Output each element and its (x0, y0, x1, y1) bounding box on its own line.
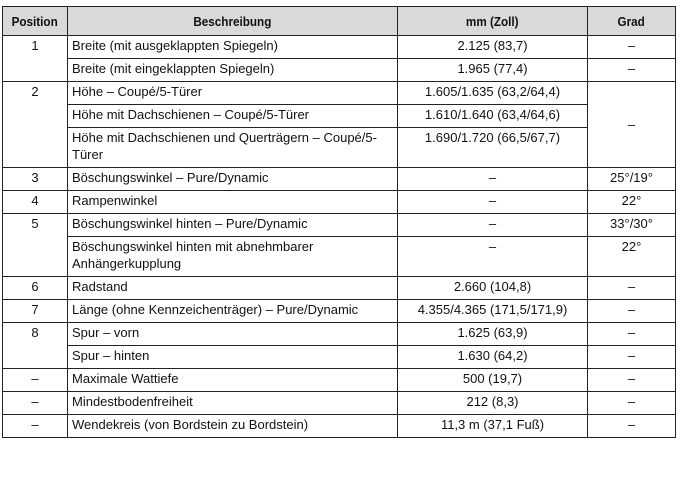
mm-cell: – (398, 168, 588, 191)
position-cell: 8 (3, 323, 68, 369)
header-mm (398, 7, 588, 36)
grad-cell: 22° (588, 191, 676, 214)
table-row (3, 300, 676, 323)
table-row (3, 59, 676, 82)
grad-cell: – (588, 369, 676, 392)
description-cell: Mindestbodenfreiheit (68, 392, 398, 415)
mm-cell: – (398, 214, 588, 237)
header-description-label: Beschreibung (193, 14, 272, 29)
table-row (3, 392, 676, 415)
description-cell: Länge (ohne Kennzeichenträger) – Pure/Dynamic (68, 300, 398, 323)
header-grad (588, 7, 676, 36)
grad-cell: – (588, 277, 676, 300)
mm-cell: 1.625 (63,9) (398, 323, 588, 346)
position-cell: 4 (3, 191, 68, 214)
header-position (3, 7, 68, 36)
grad-cell: 33°/30° (588, 214, 676, 237)
grad-cell: – (588, 323, 676, 346)
table-row (3, 36, 676, 59)
mm-cell: 1.630 (64,2) (398, 346, 588, 369)
table-row (3, 323, 676, 346)
grad-cell: – (588, 300, 676, 323)
description-cell: Radstand (68, 277, 398, 300)
mm-cell: 4.355/4.365 (171,5/171,9) (398, 300, 588, 323)
grad-cell: – (588, 415, 676, 438)
position-cell: 7 (3, 300, 68, 323)
description-cell: Böschungswinkel – Pure/Dynamic (68, 168, 398, 191)
header-description (68, 7, 398, 36)
position-cell: – (3, 369, 68, 392)
position-cell: – (3, 415, 68, 438)
description-cell: Rampenwinkel (68, 191, 398, 214)
position-cell: 6 (3, 277, 68, 300)
grad-cell: – (588, 392, 676, 415)
mm-cell: 212 (8,3) (398, 392, 588, 415)
dimensions-table (2, 6, 676, 438)
position-cell: 5 (3, 214, 68, 277)
position-cell: – (3, 392, 68, 415)
description-cell: Höhe mit Dachschienen – Coupé/5-Türer (68, 105, 398, 128)
mm-cell: 11,3 m (37,1 Fuß) (398, 415, 588, 438)
table-row (3, 214, 676, 237)
grad-cell: 22° (588, 237, 676, 277)
header-row (3, 7, 676, 36)
header-position-label: Position (11, 14, 59, 29)
mm-cell: – (398, 237, 588, 277)
grad-cell: – (588, 346, 676, 369)
description-cell: Spur – vorn (68, 323, 398, 346)
description-cell: Höhe – Coupé/5-Türer (68, 82, 398, 105)
position-cell: 2 (3, 82, 68, 168)
mm-cell: 1.690/1.720 (66,5/67,7) (398, 128, 588, 168)
description-cell: Böschungswinkel hinten – Pure/Dynamic (68, 214, 398, 237)
table-row (3, 168, 676, 191)
grad-cell: – (588, 59, 676, 82)
position-cell: 1 (3, 36, 68, 82)
mm-cell: 2.125 (83,7) (398, 36, 588, 59)
mm-cell: 2.660 (104,8) (398, 277, 588, 300)
description-cell: Maximale Wattiefe (68, 369, 398, 392)
table-row (3, 415, 676, 438)
mm-cell: 1.965 (77,4) (398, 59, 588, 82)
header-mm-label: mm (Zoll) (466, 14, 519, 29)
description-cell: Spur – hinten (68, 346, 398, 369)
mm-cell: 500 (19,7) (398, 369, 588, 392)
grad-cell: – (588, 82, 676, 168)
table-row (3, 191, 676, 214)
table-row (3, 237, 676, 277)
description-cell: Böschungswinkel hinten mit abnehmbarer Anhängerkupplung (68, 237, 398, 277)
table-row (3, 105, 676, 128)
mm-cell: 1.610/1.640 (63,4/64,6) (398, 105, 588, 128)
mm-cell: 1.605/1.635 (63,2/64,4) (398, 82, 588, 105)
description-cell: Breite (mit ausgeklappten Spiegeln) (68, 36, 398, 59)
table-header (3, 7, 676, 36)
grad-cell: 25°/19° (588, 168, 676, 191)
table-row (3, 82, 676, 105)
description-cell: Breite (mit eingeklappten Spiegeln) (68, 59, 398, 82)
table-row (3, 369, 676, 392)
mm-cell: – (398, 191, 588, 214)
position-cell: 3 (3, 168, 68, 191)
table-row (3, 346, 676, 369)
table-row (3, 277, 676, 300)
description-cell: Wendekreis (von Bordstein zu Bordstein) (68, 415, 398, 438)
table-body (3, 36, 676, 438)
header-grad-label: Grad (617, 14, 646, 29)
grad-cell: – (588, 36, 676, 59)
description-cell: Höhe mit Dachschienen und Querträgern – Coupé/5-Türer (68, 128, 398, 168)
table-row (3, 128, 676, 168)
